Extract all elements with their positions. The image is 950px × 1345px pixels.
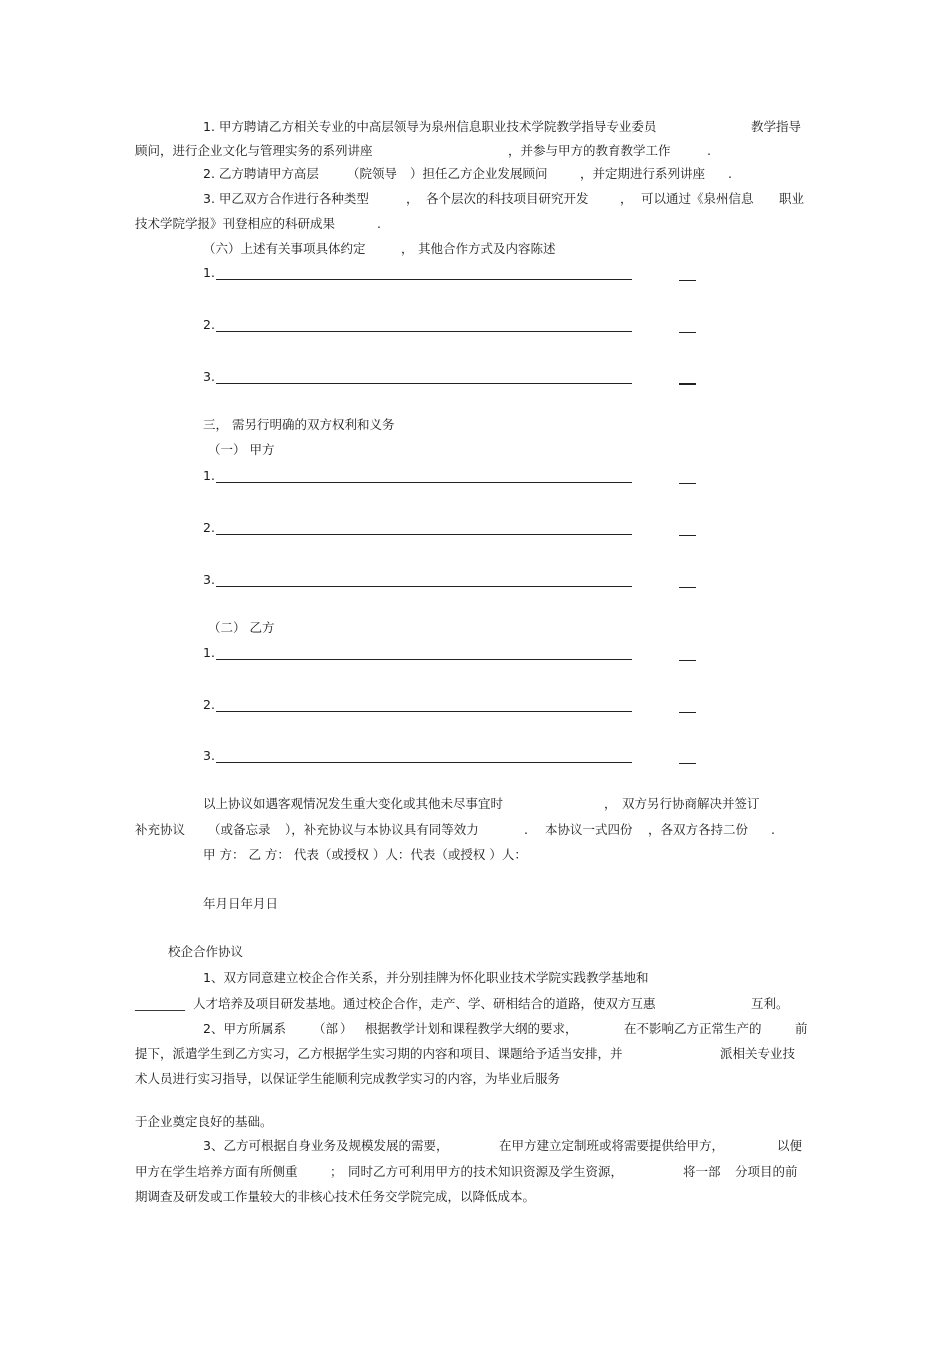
- closing-comma: ，: [604, 796, 617, 811]
- item-1-text-end: 教学指导: [751, 119, 802, 134]
- blank-item-number: 2.: [203, 317, 215, 332]
- clause-3-continuation-e: 期调查及研发或工作量较大的非核心技术任务交学院完成，以降低成本。: [135, 1189, 536, 1204]
- party-b-heading: （二） 乙方: [208, 620, 275, 635]
- item-3-text-d: 职业: [779, 191, 805, 206]
- blank-end-mark: [679, 763, 696, 764]
- blank-end-mark: [679, 332, 696, 333]
- clause-3-continuation: 甲方在学生培养方面有所侧重: [135, 1164, 298, 1179]
- blank-end-mark: [679, 483, 696, 484]
- item-3-continuation: 技术学院学报》刊登相应的科研成果: [135, 216, 336, 231]
- clause-2-continuation-c: 术人员进行实习指导，以保证学生能顺利完成教学实习的内容，为毕业后服务: [135, 1071, 561, 1086]
- clause-2-text-c: ）: [340, 1021, 353, 1036]
- item-1-text: 1. 甲方聘请乙方相关专业的中高层领导为泉州信息职业技术学院教学指导专业委员: [203, 119, 657, 134]
- section-six-text: 其他合作方式及内容陈述: [418, 241, 556, 256]
- signature-line: 甲 方： 乙 方： 代表（或授权 ）人：代表（或授权 ）人：: [203, 847, 527, 862]
- blank-item-number: 2.: [203, 697, 215, 712]
- clause-3-continuation-d: 分项目的前: [735, 1164, 798, 1179]
- closing-continuation-e: ，各双方各持二份: [648, 822, 749, 837]
- blank-end-mark: [679, 587, 696, 588]
- clause-3-semicolon: ；: [330, 1164, 343, 1179]
- blank-end-mark: [679, 712, 696, 713]
- agreement-title: 校企合作协议: [168, 944, 244, 959]
- item-3-period: .: [377, 216, 381, 231]
- clause-3-continuation-b: 同时乙方可利用甲方的技术知识资源及学生资源，: [348, 1164, 624, 1179]
- party-a-heading: （一） 甲方: [208, 442, 275, 457]
- item-2-text-d: ，并定期进行系列讲座: [580, 166, 706, 181]
- closing-continuation-d: 本协议一式四份: [545, 822, 633, 837]
- blank-fill-line: [216, 711, 632, 712]
- clause-2-text-b: （部: [313, 1021, 339, 1036]
- blank-item-number: 1.: [203, 265, 215, 280]
- blank-fill-line: [216, 383, 632, 384]
- closing-text: 以上协议如遇客观情况发生重大变化或其他未尽事宜时: [203, 796, 504, 811]
- item-2-period: .: [728, 166, 732, 181]
- item-2-text: 2. 乙方聘请甲方高层: [203, 166, 319, 181]
- closing-continuation: 补充协议: [135, 822, 186, 837]
- item-2-text-c: ）担任乙方企业发展顾问: [410, 166, 548, 181]
- clause-1-text: 1、双方同意建立校企合作关系，并分别挂牌为怀化职业技术学院实践教学基地和: [203, 970, 649, 985]
- blank-end-mark: [679, 660, 696, 661]
- clause-3-text-b: 在甲方建立定制班或将需要提供给甲方，: [499, 1138, 725, 1153]
- clause-3-continuation-c: 将一部: [683, 1164, 721, 1179]
- clause-2-continuation-b: 派相关专业技: [720, 1046, 796, 1061]
- item-1-period: .: [707, 143, 711, 158]
- item-3-comma-a: ，: [406, 191, 419, 206]
- blank-fill-line: [216, 586, 632, 587]
- blank-item-number: 1.: [203, 645, 215, 660]
- item-1-continuation-b: ，并参与甲方的教育教学工作: [508, 143, 671, 158]
- section-six-heading: （六）上述有关事项具体约定: [203, 241, 366, 256]
- clause-3-text-c: 以便: [777, 1138, 803, 1153]
- clause-2-text-e: 在不影响乙方正常生产的: [624, 1021, 762, 1036]
- blank-end-mark: [679, 535, 696, 536]
- blank-fill-line: [216, 279, 632, 280]
- blank-item-number: 2.: [203, 520, 215, 535]
- clause-1-end: 互利。: [751, 996, 789, 1011]
- item-1-continuation: 顾问，进行企业文化与管理实务的系列讲座: [135, 143, 373, 158]
- blank-item-number: 3.: [203, 748, 215, 763]
- blank-fill-line: [216, 482, 632, 483]
- clause-2-text: 2、甲方所属系: [203, 1021, 286, 1036]
- blank-end-mark: [679, 280, 696, 281]
- blank-item-number: 3.: [203, 369, 215, 384]
- clause-1-blank: ________: [135, 996, 185, 1011]
- blank-item-number: 3.: [203, 572, 215, 587]
- closing-period-a: .: [524, 822, 528, 837]
- clause-2-text-d: 根据教学计划和课程教学大纲的要求，: [365, 1021, 578, 1036]
- blank-fill-line: [216, 534, 632, 535]
- clause-3-text: 3、乙方可根据自身业务及规模发展的需要，: [203, 1138, 449, 1153]
- clause-2-continuation-d: 于企业奠定良好的基础。: [135, 1114, 273, 1129]
- blank-fill-line: [216, 762, 632, 763]
- blank-item-number: 1.: [203, 468, 215, 483]
- clause-1-continuation: 人才培养及项目研发基地。通过校企合作，走产、学、研相结合的道路，使双方互惠: [193, 996, 656, 1011]
- item-3-text-b: 各个层次的科技项目研究开发: [426, 191, 589, 206]
- item-2-text-b: （院领导: [347, 166, 398, 181]
- item-3-comma-b: ，: [620, 191, 633, 206]
- closing-text-b: 双方另行协商解决并签订: [622, 796, 760, 811]
- blank-fill-line: [216, 659, 632, 660]
- clause-2-continuation: 提下，派遣学生到乙方实习，乙方根据学生实习期的内容和项目、课题给予适当安排，并: [135, 1046, 623, 1061]
- closing-period-b: .: [771, 822, 775, 837]
- date-line: 年月日年月日: [203, 896, 279, 911]
- blank-fill-line: [216, 331, 632, 332]
- closing-continuation-b: （或备忘录: [208, 822, 271, 837]
- blank-end-mark: [679, 383, 696, 385]
- item-3-text-c: 可以通过《泉州信息: [641, 191, 754, 206]
- section-six-comma: ，: [401, 241, 414, 256]
- item-3-text: 3. 甲乙双方合作进行各种类型: [203, 191, 369, 206]
- section-three-heading: 三， 需另行明确的双方权利和义务: [203, 417, 395, 432]
- clause-2-text-f: 前: [795, 1021, 808, 1036]
- closing-continuation-c: ），补充协议与本协议具有同等效力: [285, 822, 479, 837]
